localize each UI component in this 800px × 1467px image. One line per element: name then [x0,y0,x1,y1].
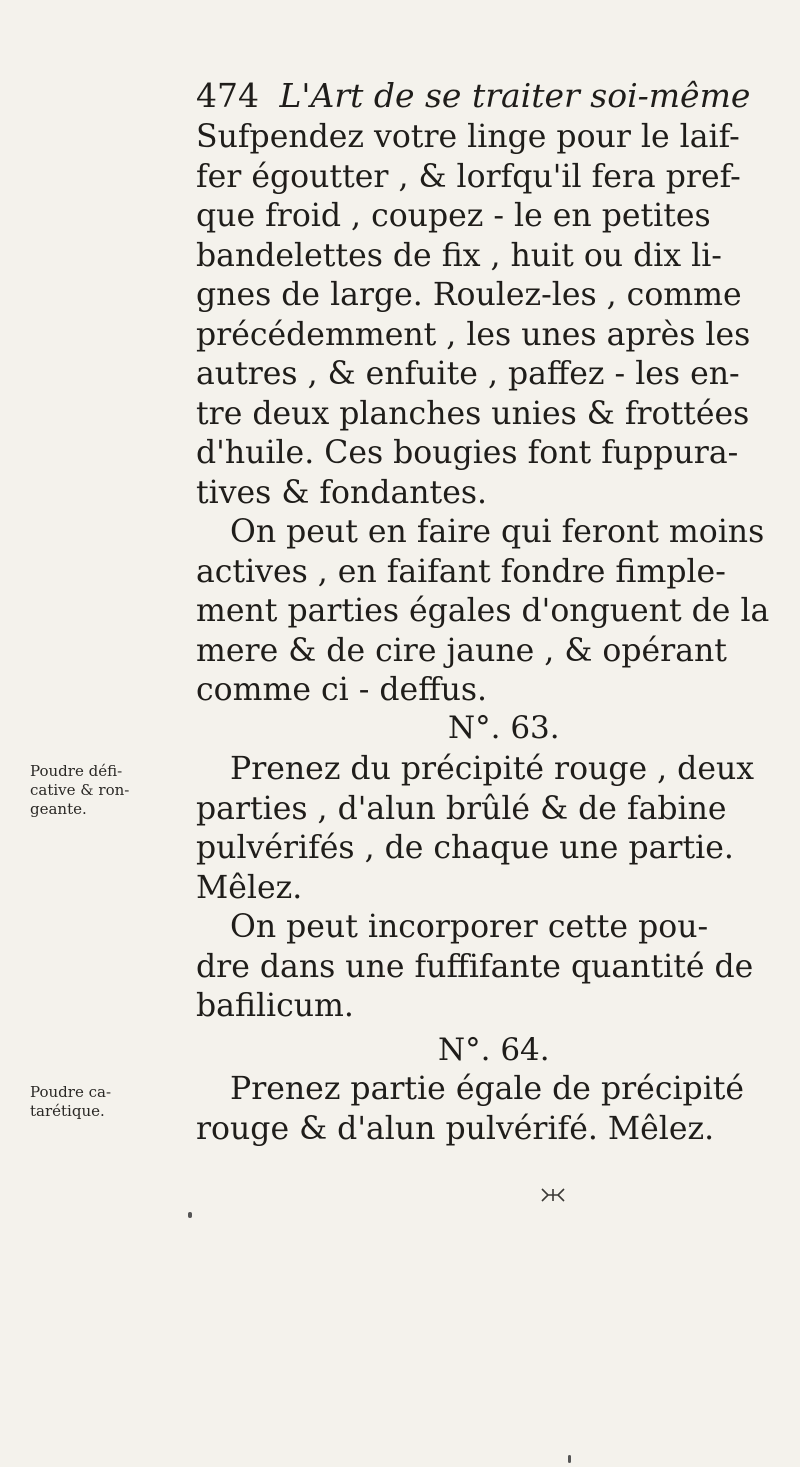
text-line: mere & de cire jaune , & opérant [196,632,727,669]
paragraph-variante [196,513,796,711]
text-line: gnes de large. Roulez-les , comme [196,277,742,313]
text-line: tives & fondantes. [196,474,488,511]
text-line: Prenez du précipité rouge , deux [230,751,755,787]
note-63 [196,908,796,1027]
page-number: 474 [196,76,259,115]
margin-note-line: cative & ron- [30,781,130,799]
margin-note-line: Poudre ca- [30,1083,112,1101]
margin-note-63 [30,762,190,819]
ink-speck [188,1212,192,1218]
margin-note-64 [30,1083,190,1121]
text-line: pulvérifés , de chaque une partie. [196,830,734,866]
text-line: bandelettes de fix , huit ou dix li- [196,237,722,274]
text-line: fer égoutter , & lorfqu'il fera pref- [196,158,741,195]
recipe-64 [196,1070,796,1149]
text-line: Mêlez. [196,869,303,906]
margin-note-line: Poudre défi- [30,762,123,780]
paragraph-bougies [196,118,796,513]
section-number-64: N°. 64. [438,1032,550,1068]
text-line: On peut en faire qui feront moins [230,514,765,550]
text-line: précédemment , les unes après les [196,316,751,353]
running-title: L'Art de se traiter soi-même [279,76,751,115]
ink-speck [568,1455,571,1463]
recipe-63 [196,750,796,908]
text-line: ment parties égales d'onguent de la [196,593,770,629]
text-line: dre dans une fuffifante quantité de [196,948,754,985]
text-line: rouge & d'alun pulvérifé. Mêlez. [196,1110,715,1147]
running-header [196,76,750,116]
text-line: On peut incorporer cette pou- [230,909,709,945]
text-line: tre deux planches unies & frottées [196,395,750,432]
text-line: bafilicum. [196,988,354,1024]
margin-note-line: tarétique. [30,1102,105,1120]
text-line: autres , & enfuite , paffez - les en- [196,356,740,392]
text-line: comme ci - deffus. [196,672,488,708]
fleuron-icon [540,1185,566,1205]
text-line: Sufpendez votre linge pour le laif- [196,119,740,155]
section-number-63: N°. 63. [448,710,560,746]
text-line: Prenez partie égale de précipité [230,1071,745,1107]
text-line: d'huile. Ces bougies font fuppura- [196,435,739,471]
text-line: que froid , coupez - le en petites [196,198,711,234]
margin-note-line: geante. [30,800,87,818]
text-line: parties , d'alun brûlé & de fabine [196,790,727,827]
text-line: actives , en faifant fondre fimple- [196,553,726,590]
